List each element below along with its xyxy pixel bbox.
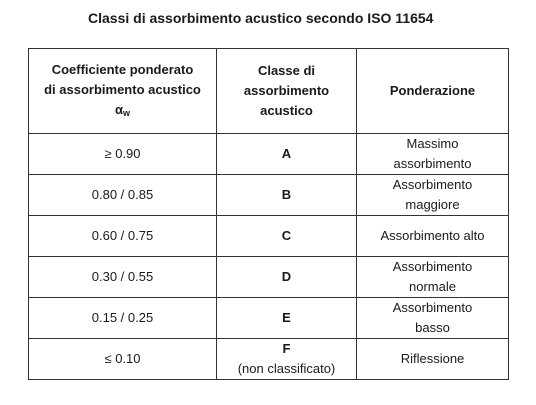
class-cell: [217, 134, 357, 175]
header-coefficient: [29, 49, 217, 134]
coefficient-cell: 0.80 / 0.85: [29, 175, 217, 216]
table-row: [29, 339, 509, 380]
page-title: Classi di assorbimento acustico secondo ISO 11654: [88, 10, 434, 26]
table-row: [29, 175, 509, 216]
weighting-cell: [357, 216, 509, 257]
header-class-line-2: assorbimento: [243, 83, 330, 98]
class-letter: D: [281, 269, 292, 284]
weighting-cell: [357, 257, 509, 298]
class-cell: [217, 339, 357, 380]
weighting-cell: [357, 175, 509, 216]
table-row: [29, 298, 509, 339]
table-row: [29, 134, 509, 175]
class-cell: [217, 298, 357, 339]
weighting-line: normale: [409, 279, 456, 294]
header-weighting: Ponderazione: [357, 49, 509, 134]
weighting-line: maggiore: [405, 197, 460, 212]
class-letter: C: [281, 228, 292, 243]
class-letter: B: [281, 187, 292, 202]
weighting-cell: [357, 298, 509, 339]
header-class: [217, 49, 357, 134]
weighting-line: basso: [415, 320, 450, 335]
class-letter: F: [282, 341, 291, 356]
weighting-line: Massimo: [406, 136, 459, 151]
class-letter: A: [281, 146, 292, 161]
table-row: [29, 216, 509, 257]
coefficient-cell: 0.60 / 0.75: [29, 216, 217, 257]
weighting-line: Assorbimento: [392, 300, 473, 315]
table-row: [29, 257, 509, 298]
header-coefficient-line-1: Coefficiente ponderato: [51, 61, 194, 77]
weighting-cell: [357, 339, 509, 380]
table-header-row: [29, 49, 509, 134]
weighting-line: Assorbimento: [392, 259, 473, 274]
weighting-line: assorbimento: [393, 156, 472, 171]
alpha-symbol: α: [114, 101, 123, 117]
class-cell: [217, 216, 357, 257]
class-cell: [217, 257, 357, 298]
class-letter: E: [282, 310, 291, 325]
coefficient-cell: 0.30 / 0.55: [29, 257, 217, 298]
header-coefficient-line-2: di assorbimento acustico: [44, 81, 201, 97]
class-note: (non classificato): [237, 361, 336, 376]
class-cell: [217, 175, 357, 216]
weighting-cell: [357, 134, 509, 175]
weighting-line: Riflessione: [400, 351, 465, 366]
table-body: [29, 134, 509, 380]
coefficient-cell: 0.15 / 0.25: [29, 298, 217, 339]
coefficient-cell: ≥ 0.90: [29, 134, 217, 175]
header-class-line-3: acustico: [260, 103, 313, 118]
coefficient-cell: ≤ 0.10: [29, 339, 217, 380]
alpha-w-symbol: [33, 100, 212, 123]
absorption-class-table: [28, 48, 509, 380]
weighting-line: Assorbimento: [392, 177, 473, 192]
header-class-line-1: Classe di: [257, 63, 316, 78]
alpha-subscript: w: [122, 107, 130, 118]
weighting-line: Assorbimento alto: [380, 228, 485, 243]
